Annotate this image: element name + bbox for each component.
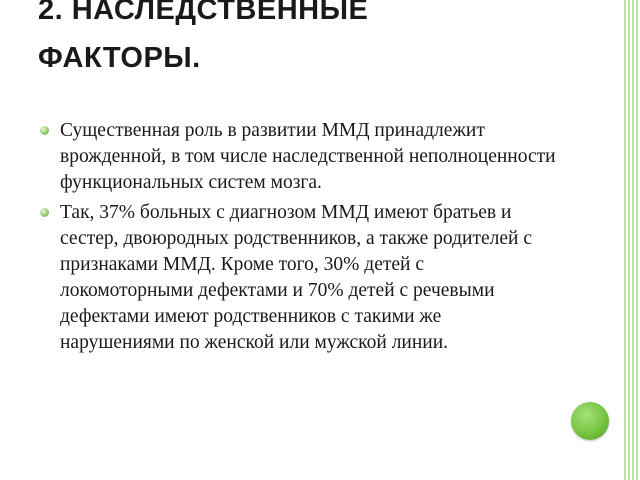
bullet-dot-icon — [40, 126, 49, 135]
slide-title-line-1: 2. НАСЛЕДСТВЕННЫЕ — [38, 0, 369, 26]
decorative-stripes — [618, 0, 640, 480]
bullet-item — [40, 118, 560, 196]
bullet-text: Так, 37% больных с диагнозом ММД имеют братьев и сестер, двоюродных родственников, а также родителей с признаками ММД. Кроме того, 30% детей с локомоторными дефектами и 70% детей с речевыми дефектами имеют родственников с такими же нарушениями по женской или мужской линии. — [60, 202, 532, 353]
slide-title — [38, 0, 368, 82]
bullet-item — [40, 200, 560, 356]
slide-title-line-2: ФАКТОРЫ. — [38, 42, 201, 74]
bullet-dot-icon — [40, 208, 49, 217]
green-circle-icon — [571, 402, 609, 440]
bullet-text: Существенная роль в развитии ММД принадлежит врожденной, в том числе наследственной неполноценности функциональных систем мозга. — [60, 120, 556, 193]
bullet-list — [40, 118, 560, 360]
